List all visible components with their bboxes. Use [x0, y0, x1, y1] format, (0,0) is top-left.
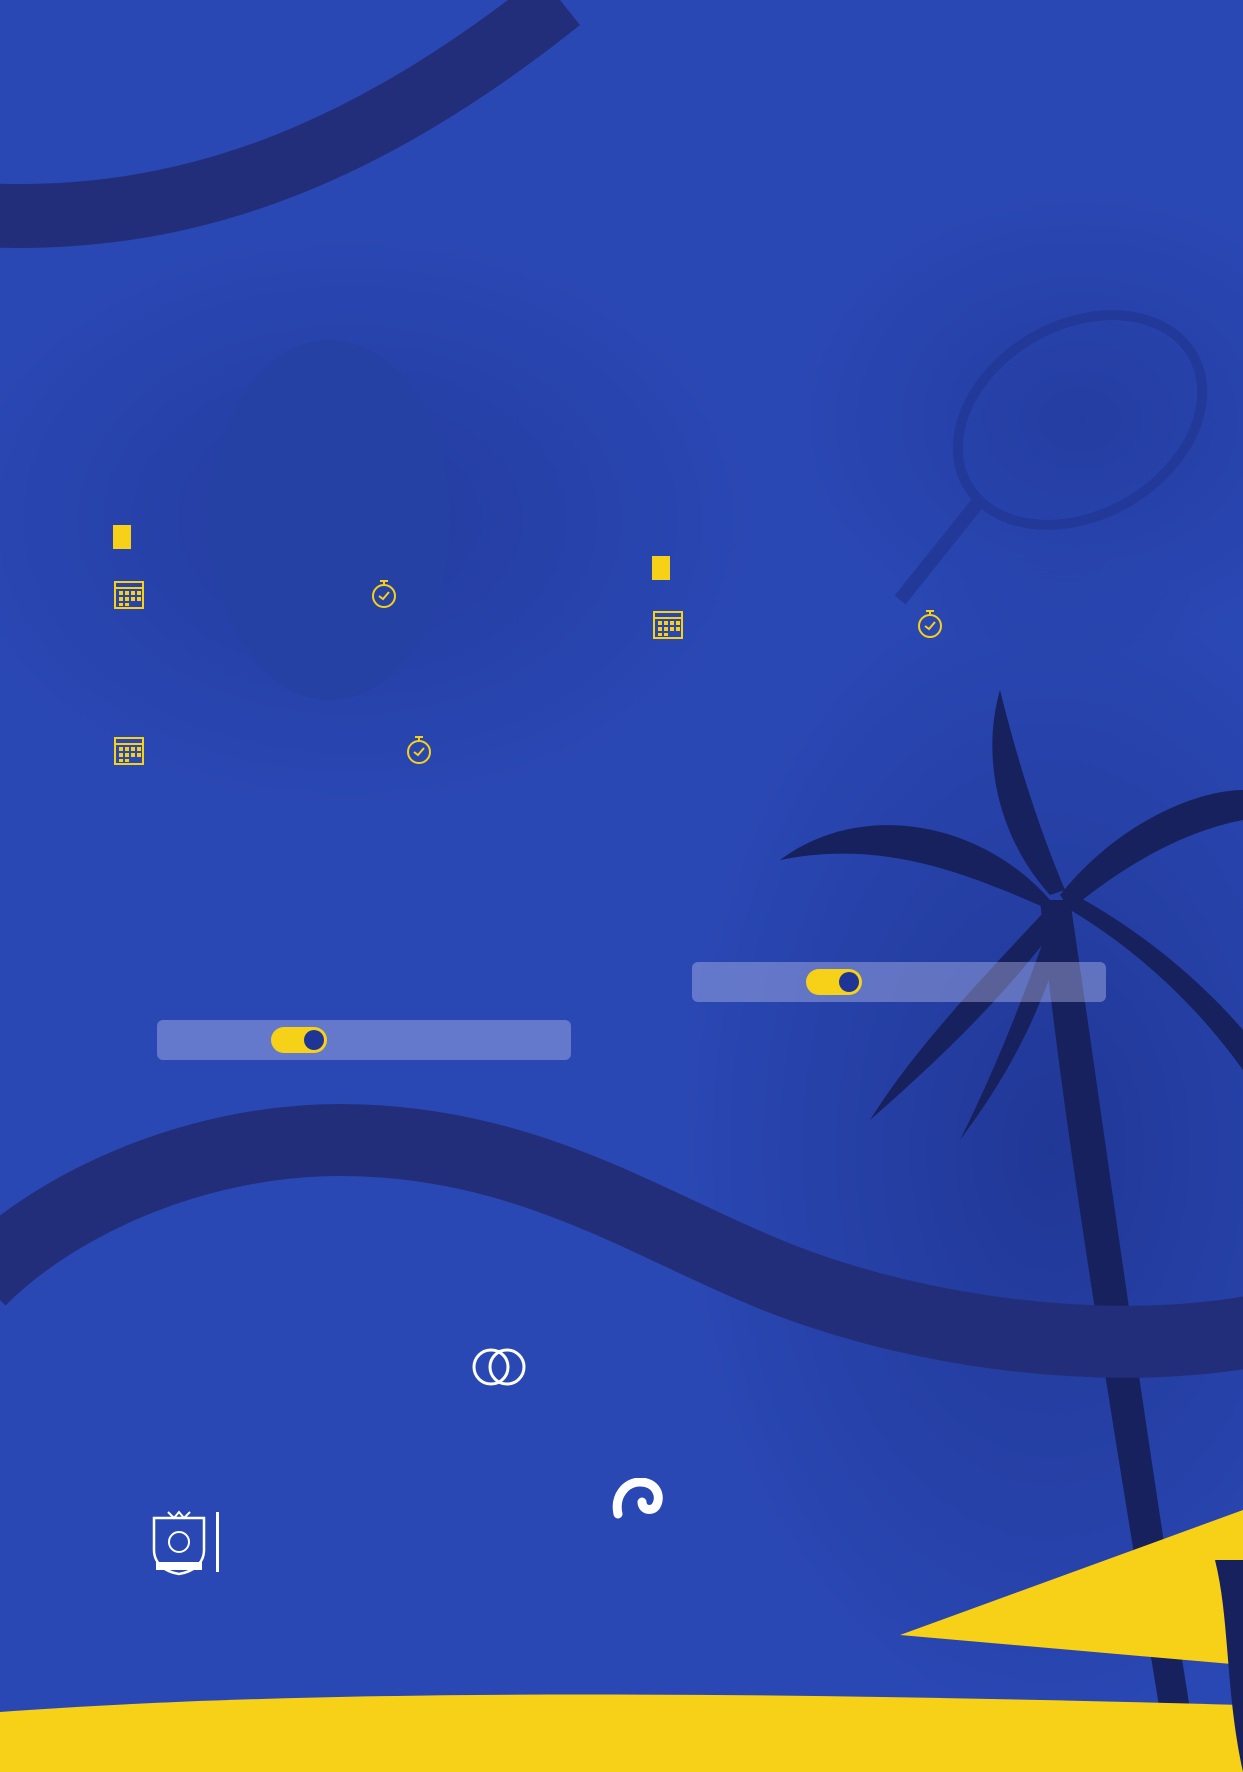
signup-toggle[interactable] — [271, 1027, 327, 1053]
beach-tennis-day-saturday — [652, 608, 958, 640]
toggle-knob — [839, 972, 859, 992]
player-silhouette — [210, 340, 450, 700]
calendar-icon — [113, 734, 145, 766]
stopwatch-icon — [916, 608, 944, 640]
metal-nobre-logo — [375, 1345, 620, 1420]
palm-fronds — [780, 690, 1243, 1140]
futevolei-limited-badge — [113, 525, 131, 549]
toggle-knob — [304, 1030, 324, 1050]
futevolei-day-sunday — [113, 734, 447, 766]
yellow-pennant — [900, 1510, 1243, 1665]
futevolei-signup-pill[interactable] — [157, 1020, 571, 1060]
top-ribbon — [0, 0, 1243, 300]
point-play-logo — [590, 1478, 690, 1588]
calendar-icon — [113, 578, 145, 610]
futevolei-day-saturday — [113, 578, 412, 610]
presidente-kennedy-logo — [148, 1510, 348, 1580]
calendar-icon — [652, 608, 684, 640]
arena-dario-pacheco-logo — [392, 1508, 537, 1578]
backstage-logo — [727, 1500, 847, 1585]
point-play-mark-icon — [612, 1478, 664, 1522]
heart-rings-icon — [471, 1345, 527, 1397]
signup-toggle[interactable] — [806, 969, 862, 995]
city-seal-icon — [148, 1510, 210, 1576]
yellow-sand — [0, 1695, 1243, 1772]
beach-tennis-signup-pill[interactable] — [692, 962, 1106, 1002]
beach-tennis-limited-badge — [652, 556, 670, 580]
stopwatch-icon — [370, 578, 398, 610]
stopwatch-icon — [405, 734, 433, 766]
